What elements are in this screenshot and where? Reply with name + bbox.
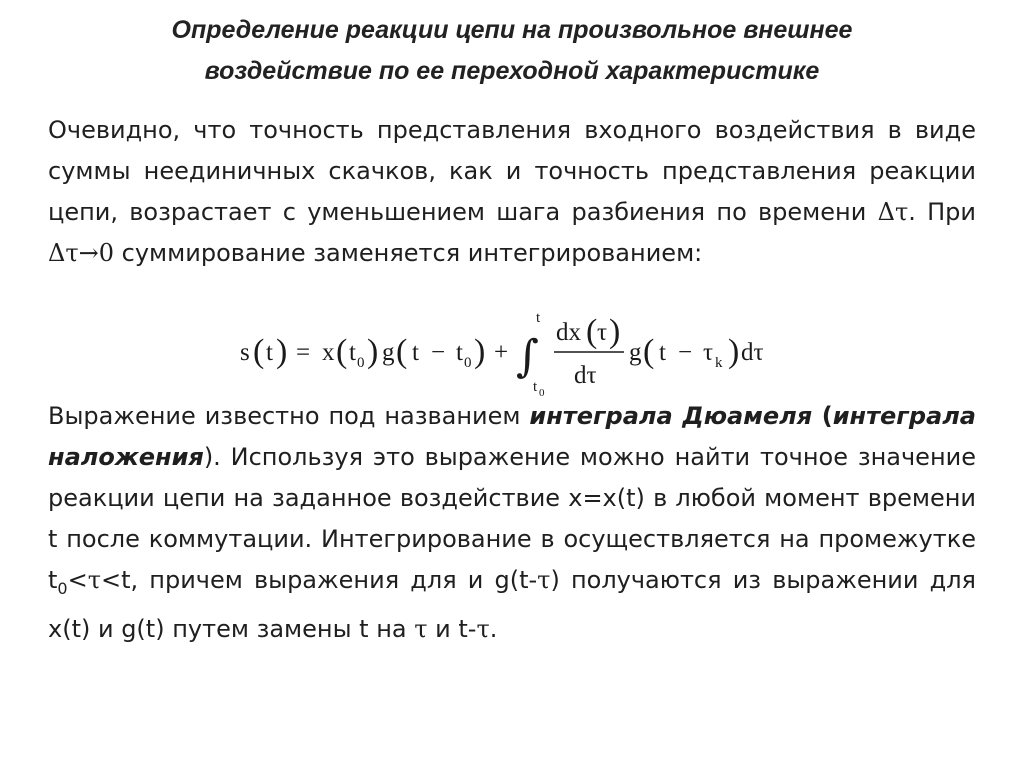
tau-symbol: τ (87, 566, 101, 594)
formula-s: s (240, 339, 250, 366)
formula-sub-k: k (715, 355, 723, 371)
formula-t0: t (349, 339, 356, 366)
slide-title-line1: Определение реакции цепи на произвольное внешнее (171, 16, 853, 44)
intro-text-b: . При (908, 198, 976, 226)
paragraph-duhamel (48, 396, 976, 650)
formula-tau-k: τ (703, 339, 714, 366)
duhamel-integral-term: интеграла Дюамеля (529, 402, 813, 430)
formula-paren: ( (586, 313, 598, 350)
formula-paren: ) (609, 313, 621, 350)
formula-paren: ( (336, 333, 348, 370)
paragraph-intro (48, 110, 976, 274)
formula-minus: − (678, 339, 693, 366)
duhamel-text-a: Выражение известно под названием (48, 402, 530, 430)
formula-paren: ) (474, 333, 486, 370)
formula-tau: τ (597, 319, 608, 346)
tau-symbol: τ (537, 566, 551, 594)
formula-paren: ( (396, 333, 408, 370)
duhamel-text-c: ). Используя это выражение можно найти точное значение реакции цепи на заданное воздействие x=x(t) в любой момент времени t после коммутации. Интегрирование в осуществляется на промежутке t (48, 443, 976, 594)
formula-x: x (322, 339, 335, 366)
formula-paren: ) (367, 333, 379, 370)
formula-numerator: dx (556, 319, 581, 346)
duhamel-text-g: и t- (427, 614, 477, 643)
formula-dtau: dτ (741, 339, 764, 366)
delta-tau-limit: Δτ→0 (48, 239, 114, 267)
duhamel-sub-0: 0 (57, 578, 68, 598)
formula-svg (236, 305, 796, 400)
duhamel-text-b: ( (812, 402, 833, 430)
duhamel-formula (236, 305, 796, 400)
formula-sub: 0 (357, 355, 365, 371)
formula-t0: t (456, 339, 463, 366)
slide-title (0, 10, 1024, 92)
formula-denominator: dτ (574, 362, 597, 389)
formula-t: t (659, 339, 666, 366)
intro-text-c: суммирование заменяется интегрированием: (114, 239, 703, 267)
formula-paren: ) (276, 333, 288, 370)
formula-lower-limit: t (533, 379, 538, 395)
formula-equals: = (296, 339, 311, 366)
formula-upper-limit: t (536, 310, 541, 326)
formula-minus: − (431, 339, 446, 366)
duhamel-text-d: < (67, 566, 88, 594)
formula-lower-sub: 0 (539, 387, 545, 399)
formula-paren: ) (728, 333, 740, 370)
duhamel-text-h: . (489, 614, 498, 643)
formula-t: t (412, 339, 419, 366)
formula-paren: ( (253, 333, 265, 370)
formula-plus: + (494, 339, 509, 366)
superposition-integral-term: интеграла наложения (48, 402, 976, 471)
delta-tau-symbol: Δτ (877, 198, 909, 226)
tau-symbol: τ (414, 614, 428, 643)
formula-t: t (266, 339, 273, 366)
formula-integral: ∫ (516, 331, 539, 382)
formula-paren: ( (643, 333, 655, 370)
duhamel-text-e: <t, причем выражения для и g(t- (101, 566, 538, 594)
formula-sub: 0 (464, 355, 472, 371)
formula-g: g (629, 339, 642, 366)
duhamel-text-f: ) получаются из выражении для x(t) и g(t) путем замены t на (48, 566, 976, 643)
intro-text-a: Очевидно, что точность представления входного воздействия в виде суммы неединичных скачков, как и точность представления реакции цепи, возрастает с уменьшением шага разбиения по времени (48, 116, 976, 226)
slide-title-line2: воздействие по ее переходной характеристике (204, 57, 820, 85)
tau-symbol: τ (476, 614, 490, 643)
formula-g: g (382, 339, 395, 366)
